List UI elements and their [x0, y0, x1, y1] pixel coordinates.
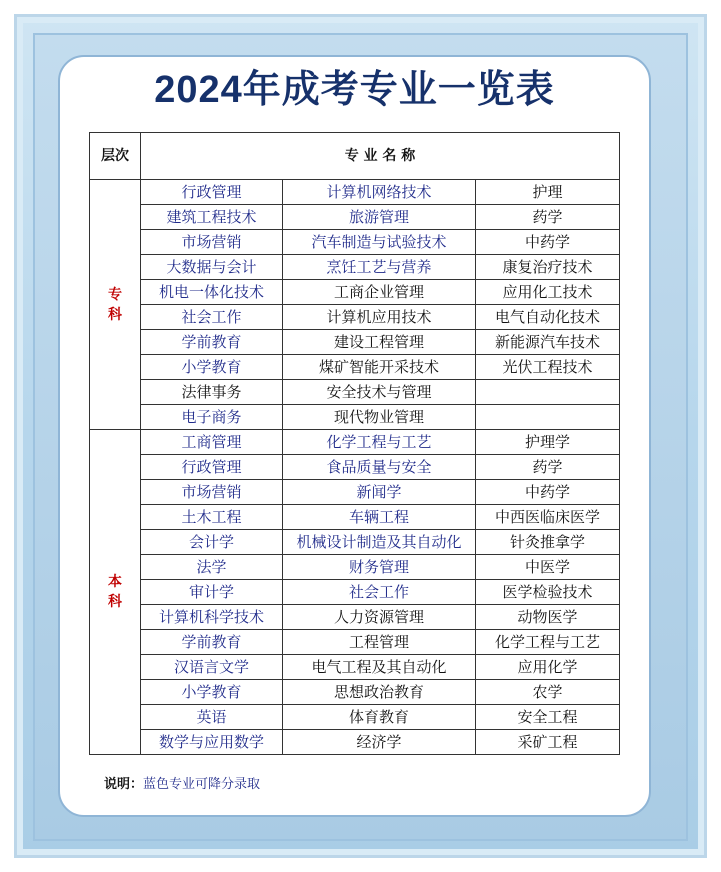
footnote-label: 说明： [104, 777, 144, 792]
major-cell: 针灸推拿学 [476, 530, 620, 555]
level-char: 专 [108, 286, 122, 303]
major-cell: 化学工程与工艺 [283, 430, 476, 455]
major-cell: 社会工作 [283, 580, 476, 605]
major-cell: 建筑工程技术 [141, 205, 283, 230]
major-cell: 体育教育 [283, 705, 476, 730]
major-cell: 工程管理 [283, 630, 476, 655]
major-cell: 医学检验技术 [476, 580, 620, 605]
major-cell: 应用化工技术 [476, 280, 620, 305]
major-cell [476, 380, 620, 405]
major-cell: 工商管理 [141, 430, 283, 455]
table-row [90, 505, 620, 530]
major-cell: 中药学 [476, 230, 620, 255]
table-row [90, 530, 620, 555]
major-cell: 电子商务 [141, 405, 283, 430]
level-char: 科 [108, 594, 122, 610]
major-cell: 护理 [476, 180, 620, 205]
major-cell [476, 405, 620, 430]
table-row [90, 280, 620, 305]
major-cell: 市场营销 [141, 480, 283, 505]
major-cell: 新闻学 [283, 480, 476, 505]
major-cell: 英语 [141, 705, 283, 730]
major-cell: 药学 [476, 455, 620, 480]
major-cell: 计算机应用技术 [283, 305, 476, 330]
major-cell: 中药学 [476, 480, 620, 505]
table-header-row [90, 133, 620, 180]
major-cell: 烹饪工艺与营养 [283, 255, 476, 280]
major-cell: 汽车制造与试验技术 [283, 230, 476, 255]
major-cell: 数学与应用数学 [141, 730, 283, 755]
major-cell: 行政管理 [141, 455, 283, 480]
major-cell: 行政管理 [141, 180, 283, 205]
major-cell: 市场营销 [141, 230, 283, 255]
major-cell: 安全技术与管理 [283, 380, 476, 405]
table-row [90, 455, 620, 480]
table-row [90, 180, 620, 205]
table-row [90, 580, 620, 605]
table-row [90, 480, 620, 505]
major-cell: 经济学 [283, 730, 476, 755]
major-cell: 机电一体化技术 [141, 280, 283, 305]
major-cell: 小学教育 [141, 355, 283, 380]
major-cell: 工商企业管理 [283, 280, 476, 305]
table-row [90, 205, 620, 230]
level-label-benke [90, 430, 141, 755]
major-cell: 大数据与会计 [141, 255, 283, 280]
level-char: 科 [108, 306, 122, 323]
major-cell: 康复治疗技术 [476, 255, 620, 280]
major-cell: 电气自动化技术 [476, 305, 620, 330]
table-row [90, 680, 620, 705]
level-char: 本 [108, 574, 122, 590]
footnote-text: 蓝色专业可降分录取 [143, 777, 261, 792]
major-cell: 社会工作 [141, 305, 283, 330]
major-cell: 电气工程及其自动化 [283, 655, 476, 680]
major-cell: 新能源汽车技术 [476, 330, 620, 355]
major-cell: 建设工程管理 [283, 330, 476, 355]
major-cell: 现代物业管理 [283, 405, 476, 430]
major-cell: 审计学 [141, 580, 283, 605]
major-cell: 小学教育 [141, 680, 283, 705]
major-cell: 车辆工程 [283, 505, 476, 530]
footnote [104, 773, 260, 792]
table-row [90, 305, 620, 330]
table-row [90, 255, 620, 280]
major-cell: 煤矿智能开采技术 [283, 355, 476, 380]
major-cell: 汉语言文学 [141, 655, 283, 680]
table-row [90, 430, 620, 455]
table-row [90, 730, 620, 755]
major-cell: 法律事务 [141, 380, 283, 405]
major-cell: 土木工程 [141, 505, 283, 530]
major-cell: 旅游管理 [283, 205, 476, 230]
major-cell: 计算机科学技术 [141, 605, 283, 630]
major-cell: 安全工程 [476, 705, 620, 730]
major-cell: 中医学 [476, 555, 620, 580]
table-row [90, 605, 620, 630]
major-cell: 应用化学 [476, 655, 620, 680]
major-cell: 思想政治教育 [283, 680, 476, 705]
table-row [90, 655, 620, 680]
header-major-name: 专 业 名 称 [141, 133, 620, 180]
table-row [90, 630, 620, 655]
major-cell: 学前教育 [141, 330, 283, 355]
major-cell: 中西医临床医学 [476, 505, 620, 530]
majors-table [89, 132, 620, 755]
major-cell: 动物医学 [476, 605, 620, 630]
major-cell: 学前教育 [141, 630, 283, 655]
major-cell: 食品质量与安全 [283, 455, 476, 480]
table-row [90, 705, 620, 730]
major-cell: 机械设计制造及其自动化 [283, 530, 476, 555]
table-row [90, 330, 620, 355]
page-title: 2024年成考专业一览表 [154, 69, 555, 111]
major-cell: 护理学 [476, 430, 620, 455]
table-row [90, 230, 620, 255]
header-level: 层次 [90, 133, 141, 180]
major-cell: 法学 [141, 555, 283, 580]
major-cell: 化学工程与工艺 [476, 630, 620, 655]
major-cell: 计算机网络技术 [283, 180, 476, 205]
major-cell: 农学 [476, 680, 620, 705]
major-cell: 光伏工程技术 [476, 355, 620, 380]
major-cell: 采矿工程 [476, 730, 620, 755]
major-cell: 药学 [476, 205, 620, 230]
table-row [90, 380, 620, 405]
major-cell: 财务管理 [283, 555, 476, 580]
table-row [90, 555, 620, 580]
major-cell: 人力资源管理 [283, 605, 476, 630]
major-cell: 会计学 [141, 530, 283, 555]
table-row [90, 355, 620, 380]
level-label-zhuanke [90, 180, 141, 430]
table-row [90, 405, 620, 430]
